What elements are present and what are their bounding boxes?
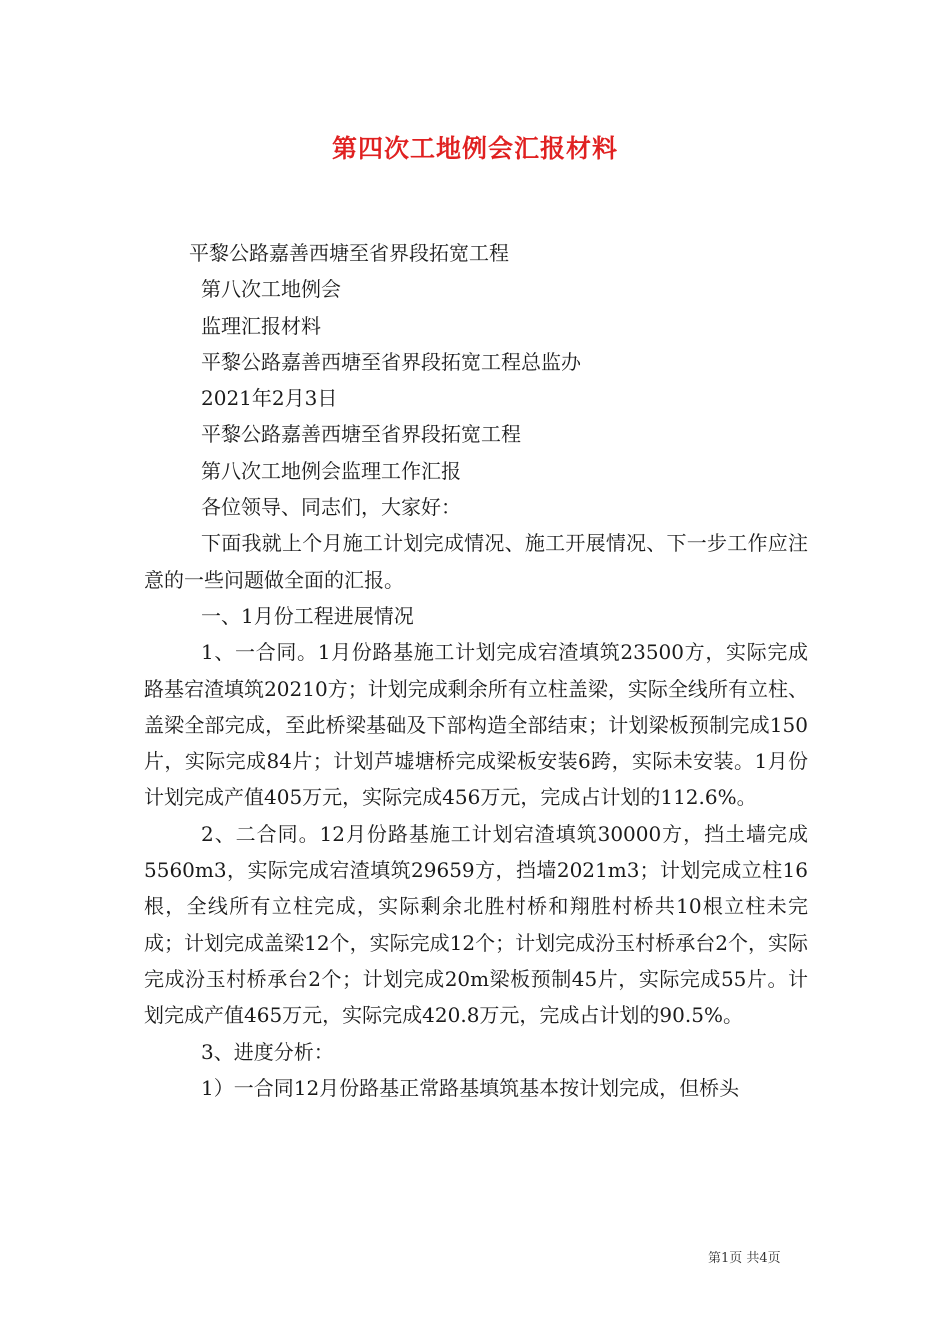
paragraph-project-name-2: 平黎公路嘉善西塘至省界段拓宽工程	[201, 422, 521, 447]
page-number: 第1页 共4页	[708, 1251, 781, 1266]
paragraph-project-name: 平黎公路嘉善西塘至省界段拓宽工程	[189, 241, 509, 265]
paragraph-greeting: 各位领导、同志们，大家好：	[201, 495, 461, 520]
paragraph-date: 2021年2月3日	[201, 386, 338, 411]
document-body	[144, 235, 808, 1106]
paragraph-meeting-name: 第八次工地例会	[201, 277, 341, 302]
paragraph-contract-2: 2、二合同。12月份路基施工计划宕渣填筑30000方，挡土墙完成5560m3，实际完成宕渣填筑29659方，挡墙2021m3；计划完成立柱16根，全线所有立柱完成，实际剩余北胜村桥和翔胜村桥共10根立柱未完成；计划完成盖梁12个，实际完成12个；计划完成汾玉村桥承台2个，实际完成汾玉村桥承台2个；计划完成20m梁板预制45片，实际完成55片。计划完成产值465万元，实际完成420.8万元，完成占计划的90.5%。	[144, 821, 808, 1028]
paragraph-analysis-heading: 3、进度分析：	[201, 1039, 334, 1064]
paragraph-analysis-1: 1）一合同12月份路基正常路基填筑基本按计划完成，但桥头	[201, 1075, 740, 1100]
paragraph-office: 平黎公路嘉善西塘至省界段拓宽工程总监办	[201, 349, 581, 374]
document-title: 第四次工地例会汇报材料	[331, 134, 618, 163]
paragraph-contract-1: 1、一合同。1月份路基施工计划完成宕渣填筑23500方，实际完成路基宕渣填筑20210方；计划完成剩余所有立柱盖梁，实际全线所有立柱、盖梁全部完成，至此桥梁基础及下部构造全部结束；计划梁板预制完成150片，实际完成84片；计划芦墟塘桥完成梁板安装6跨，实际未安装。1月份计划完成产值405万元，实际完成456万元，完成占计划的112.6%。	[144, 640, 808, 810]
paragraph-report-heading: 第八次工地例会监理工作汇报	[201, 458, 461, 483]
section-heading-progress: 一、1月份工程进展情况	[201, 603, 414, 628]
paragraph-intro: 下面我就上个月施工计划完成情况、施工开展情况、下一步工作应注意的一些问题做全面的汇报。	[144, 531, 808, 592]
paragraph-report-label: 监理汇报材料	[201, 313, 321, 338]
